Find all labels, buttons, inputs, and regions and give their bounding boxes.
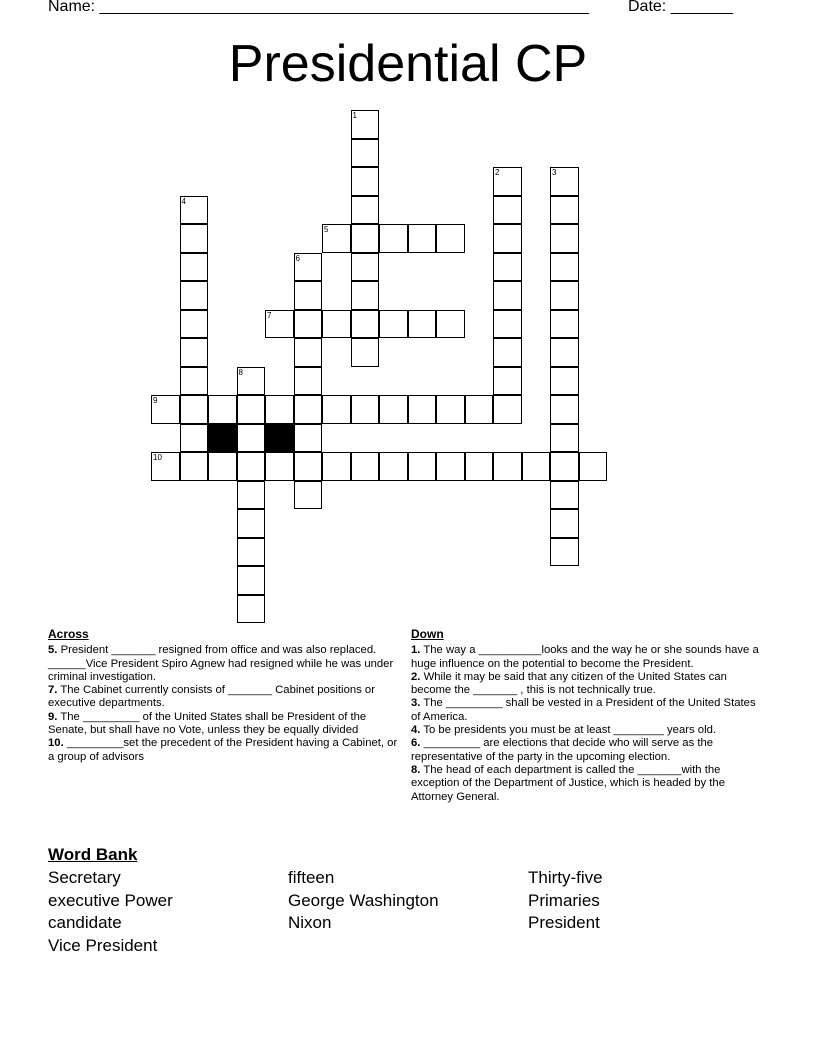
across-clues — [48, 628, 400, 764]
grid-cell[interactable] — [550, 167, 579, 196]
clue-down: 8. The head of each department is called the _______with the exception of the Department of Justice, which is headed by the Attorney General. — [411, 763, 725, 803]
grid-cell[interactable] — [550, 481, 579, 510]
grid-cell[interactable] — [550, 196, 579, 225]
grid-cell[interactable] — [322, 310, 351, 339]
grid-cell[interactable] — [351, 338, 380, 367]
grid-cell[interactable] — [465, 395, 494, 424]
word-bank-item: President — [528, 913, 600, 932]
grid-cell[interactable] — [408, 452, 437, 481]
grid-cell[interactable] — [493, 367, 522, 396]
word-bank-item: Secretary — [48, 868, 121, 887]
grid-cell[interactable] — [351, 196, 380, 225]
page-title: Presidential CP — [228, 35, 588, 93]
word-bank-item: Thirty-five — [528, 868, 603, 887]
grid-cell[interactable] — [351, 395, 380, 424]
grid-cell[interactable] — [550, 424, 579, 453]
grid-cell[interactable] — [180, 253, 209, 282]
grid-cell[interactable] — [379, 395, 408, 424]
grid-cell[interactable] — [550, 452, 579, 481]
grid-cell[interactable] — [294, 424, 323, 453]
grid-cell[interactable] — [351, 167, 380, 196]
grid-cell[interactable] — [550, 253, 579, 282]
grid-cell[interactable] — [550, 367, 579, 396]
grid-cell[interactable] — [322, 224, 351, 253]
grid-cell[interactable] — [351, 281, 380, 310]
grid-cell[interactable] — [493, 224, 522, 253]
grid-cell[interactable] — [208, 452, 237, 481]
down-heading: Down — [411, 627, 444, 641]
word-bank-item: fifteen — [288, 868, 335, 887]
clue-number: 7 — [267, 310, 272, 320]
grid-cell[interactable] — [351, 224, 380, 253]
down-clues — [411, 628, 767, 804]
grid-cell[interactable] — [550, 395, 579, 424]
grid-cell[interactable] — [294, 395, 323, 424]
blocked-cell — [208, 424, 237, 453]
grid-cell[interactable] — [522, 452, 551, 481]
grid-cell[interactable] — [237, 509, 266, 538]
grid-cell[interactable] — [351, 253, 380, 282]
word-bank-item: Nixon — [288, 913, 332, 932]
grid-cell[interactable] — [493, 253, 522, 282]
grid-cell[interactable] — [408, 224, 437, 253]
clue-number: 1 — [352, 111, 357, 120]
grid-cell[interactable] — [322, 395, 351, 424]
blocked-cell — [265, 424, 294, 453]
grid-cell[interactable] — [180, 196, 209, 225]
word-bank-item: Primaries — [528, 891, 600, 910]
grid-cell[interactable] — [180, 395, 209, 424]
grid-cell[interactable] — [579, 452, 608, 481]
clue-across: 7. The Cabinet currently consists of _______ Cabinet positions or executive departments. — [48, 684, 375, 710]
grid-cell[interactable] — [351, 139, 380, 168]
grid-cell[interactable] — [550, 538, 579, 567]
grid-cell[interactable] — [465, 452, 494, 481]
date-line[interactable]: Date: _______ — [628, 0, 733, 15]
grid-cell[interactable] — [180, 367, 209, 396]
clue-number: 10 — [153, 453, 162, 462]
grid-cell[interactable] — [237, 481, 266, 510]
grid-cell[interactable] — [322, 452, 351, 481]
grid-cell[interactable] — [294, 481, 323, 510]
clue-number: 3 — [552, 168, 557, 177]
clue-number: 6 — [295, 253, 300, 263]
grid-cell[interactable] — [351, 110, 380, 139]
clue-across: 10. _________set the precedent of the President having a Cabinet, or a group of advisors — [48, 737, 398, 763]
grid-cell[interactable] — [180, 452, 209, 481]
grid-cell[interactable] — [493, 338, 522, 367]
grid-cell[interactable] — [351, 452, 380, 481]
grid-cell[interactable] — [436, 452, 465, 481]
grid-cell[interactable] — [493, 395, 522, 424]
grid-cell[interactable] — [436, 310, 465, 339]
grid-cell[interactable] — [550, 338, 579, 367]
clue-number: 2 — [495, 168, 500, 177]
grid-cell[interactable] — [237, 367, 266, 396]
grid-cell[interactable] — [550, 224, 579, 253]
clue-number: 4 — [181, 196, 186, 206]
grid-cell[interactable] — [379, 224, 408, 253]
grid-cell[interactable] — [294, 253, 323, 282]
clue-across: 5. President _______ resigned from office and was also replaced. ______Vice President Spiro Agnew had resigned while he was under criminal investigation. — [48, 644, 394, 683]
grid-cell[interactable] — [265, 310, 294, 339]
grid-cell[interactable] — [550, 509, 579, 538]
grid-cell[interactable] — [237, 595, 266, 624]
grid-cell[interactable] — [379, 310, 408, 339]
grid-cell[interactable] — [180, 424, 209, 453]
grid-cell[interactable] — [151, 395, 180, 424]
grid-cell[interactable] — [351, 310, 380, 339]
grid-cell[interactable] — [493, 452, 522, 481]
grid-cell[interactable] — [294, 338, 323, 367]
grid-cell[interactable] — [237, 395, 266, 424]
grid-cell[interactable] — [180, 281, 209, 310]
clue-down: 1. The way a __________looks and the way he or she sounds have a huge influence on the potential to become the President. — [411, 644, 759, 670]
grid-cell[interactable] — [436, 224, 465, 253]
grid-cell[interactable] — [237, 566, 266, 595]
grid-cell[interactable] — [180, 338, 209, 367]
clue-number: 9 — [153, 396, 158, 405]
grid-cell[interactable] — [408, 310, 437, 339]
grid-cell[interactable] — [180, 224, 209, 253]
across-heading: Across — [48, 627, 89, 641]
grid-cell[interactable] — [493, 281, 522, 310]
word-bank-item: Vice President — [48, 936, 158, 955]
clue-down: 2. While it may be said that any citizen of the United States can become the _______ , this is not technically true. — [411, 670, 727, 697]
name-line[interactable]: Name: _______________________________________________________ — [48, 0, 589, 15]
grid-cell[interactable] — [294, 281, 323, 310]
clue-down: 6. _________ are elections that decide who will serve as the representative of the party in the upcoming election. — [411, 737, 714, 763]
word-bank-item: candidate — [48, 913, 122, 932]
grid-cell[interactable] — [265, 395, 294, 424]
clue-number: 8 — [238, 367, 243, 377]
grid-cell[interactable] — [237, 452, 266, 481]
clue-across: 9. The _________ of the United States shall be President of the Senate, but shall have no Vote, unless they be equally divided — [48, 710, 367, 737]
grid-cell[interactable] — [265, 452, 294, 481]
grid-cell[interactable] — [493, 310, 522, 339]
grid-cell[interactable] — [294, 367, 323, 396]
grid-cell[interactable] — [408, 395, 437, 424]
grid-cell[interactable] — [379, 452, 408, 481]
grid-cell[interactable] — [237, 538, 266, 567]
grid-cell[interactable] — [493, 167, 522, 196]
grid-cell[interactable] — [436, 395, 465, 424]
grid-cell[interactable] — [151, 452, 180, 481]
grid-cell[interactable] — [237, 424, 266, 453]
grid-cell[interactable] — [208, 395, 237, 424]
word-bank-title: Word Bank — [48, 845, 138, 864]
grid-cell[interactable] — [550, 281, 579, 310]
grid-cell[interactable] — [294, 452, 323, 481]
grid-cell[interactable] — [493, 196, 522, 225]
grid-cell[interactable] — [550, 310, 579, 339]
clue-down: 3. The _________ shall be vested in a President of the United States of America. — [411, 697, 756, 723]
clue-down: 4. To be presidents you must be at least ________ years old. — [411, 724, 717, 737]
word-bank-item: executive Power — [48, 891, 173, 910]
grid-cell[interactable] — [294, 310, 323, 339]
grid-cell[interactable] — [180, 310, 209, 339]
clue-number: 5 — [324, 225, 329, 234]
word-bank-item: George Washington — [288, 891, 439, 910]
